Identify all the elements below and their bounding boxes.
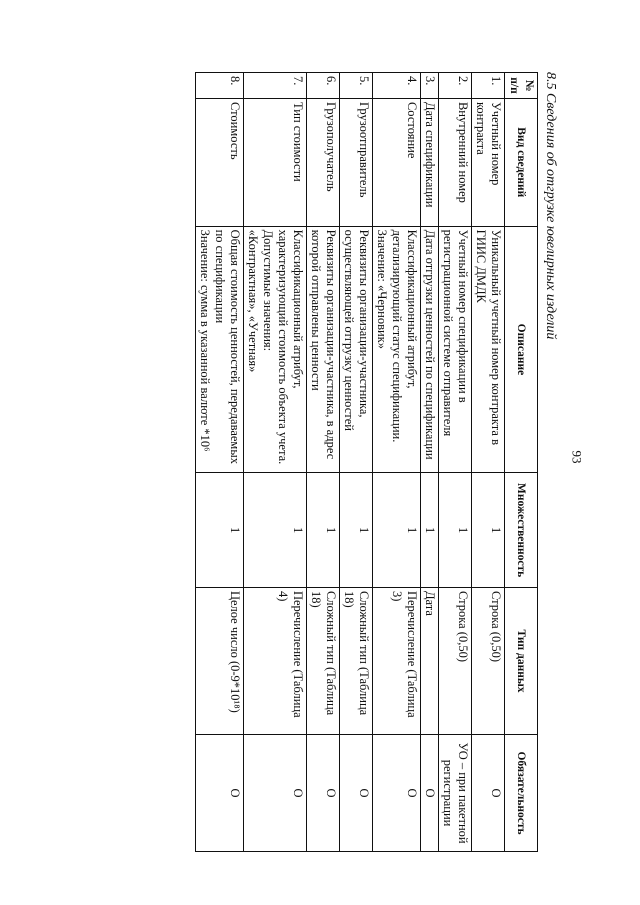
row-required: О xyxy=(307,735,340,852)
description-line: Классификационный атрибут, характеризующий стоимость объекта учета. xyxy=(276,229,305,465)
header-multiplicity: Множественность xyxy=(505,473,538,588)
row-multiplicity: 1 xyxy=(439,473,472,588)
row-number: 3. xyxy=(421,73,439,99)
row-number: 6. xyxy=(307,73,340,99)
description-line: Значение: сумма в указанной валюте *10⁶ xyxy=(198,229,212,452)
table-row xyxy=(244,73,307,852)
row-data-type: Целое число (0-9*10¹⁸) xyxy=(196,587,244,734)
row-required: О xyxy=(196,735,244,852)
section-title: 8.5 Сведения об отгрузке ювелирных изделий xyxy=(543,72,558,340)
table-row xyxy=(373,73,421,852)
row-description xyxy=(439,226,472,473)
row-kind: Учетный номер контракта xyxy=(472,98,505,226)
table-row xyxy=(340,73,373,852)
description-line: «Контрактная», «Учетная» xyxy=(246,229,260,373)
row-multiplicity: 1 xyxy=(196,473,244,588)
row-required: УО – при пакетной регистрации xyxy=(439,735,472,852)
row-data-type: Строка (0,50) xyxy=(439,587,472,734)
header-num: № п/п xyxy=(505,73,538,99)
row-number: 2. xyxy=(439,73,472,99)
description-line: Учетный номер спецификации в регистрационной системе отправителя xyxy=(441,229,470,437)
description-line: Допустимые значения: xyxy=(261,229,275,352)
row-multiplicity: 1 xyxy=(421,473,439,588)
row-description xyxy=(196,226,244,473)
row-multiplicity: 1 xyxy=(373,473,421,588)
description-line: Уникальный учетный номер контракта в ГИИС ДМДК xyxy=(474,229,503,445)
row-kind: Состояние xyxy=(373,98,421,226)
row-number: 5. xyxy=(340,73,373,99)
row-number: 7. xyxy=(244,73,307,99)
row-description xyxy=(472,226,505,473)
row-multiplicity: 1 xyxy=(307,473,340,588)
row-kind: Стоимость xyxy=(196,98,244,226)
description-line: Общая стоимость ценностей, передаваемых по спецификации xyxy=(213,229,242,464)
row-number: 8. xyxy=(196,73,244,99)
row-number: 1. xyxy=(472,73,505,99)
row-required: О xyxy=(472,735,505,852)
description-line: Значение: «Черновик» xyxy=(375,229,389,349)
header-kind: Вид сведений xyxy=(505,98,538,226)
row-data-type: Перечисление (Таблица 3) xyxy=(373,587,421,734)
header-description: Описание xyxy=(505,226,538,473)
row-data-type: Сложный тип (Таблица 18) xyxy=(340,587,373,734)
row-kind: Грузополучатель xyxy=(307,98,340,226)
row-description xyxy=(421,226,439,473)
shipment-info-table xyxy=(195,72,538,852)
description-line: Реквизиты организации-участника, осуществляющей отгрузку ценностей xyxy=(342,229,371,431)
row-data-type: Строка (0,50) xyxy=(472,587,505,734)
row-required: О xyxy=(373,735,421,852)
description-line: Классификационный атрибут, детализирующий статус спецификации. xyxy=(390,229,419,443)
row-description xyxy=(244,226,307,473)
row-description xyxy=(373,226,421,473)
table-row xyxy=(421,73,439,852)
row-multiplicity: 1 xyxy=(340,473,373,588)
description-line: Дата отгрузки ценностей по спецификации xyxy=(423,229,437,460)
row-description xyxy=(307,226,340,473)
row-data-type: Дата xyxy=(421,587,439,734)
row-required: О xyxy=(421,735,439,852)
row-multiplicity: 1 xyxy=(244,473,307,588)
page-number: 93 xyxy=(569,450,585,464)
row-kind: Тип стоимости xyxy=(244,98,307,226)
table-row xyxy=(472,73,505,852)
header-required: Обязательность xyxy=(505,735,538,852)
table-row xyxy=(439,73,472,852)
row-required: О xyxy=(340,735,373,852)
table-header-row xyxy=(505,73,538,852)
row-number: 4. xyxy=(373,73,421,99)
row-multiplicity: 1 xyxy=(472,473,505,588)
table-body xyxy=(196,73,505,852)
row-data-type: Сложный тип (Таблица 18) xyxy=(307,587,340,734)
row-kind: Дата спецификации xyxy=(421,98,439,226)
table-row xyxy=(196,73,244,852)
description-line: Реквизиты организации-участника, в адрес которой отправлены ценности xyxy=(309,229,338,460)
row-data-type: Перечисление (Таблица 4) xyxy=(244,587,307,734)
header-data-type: Тип данных xyxy=(505,587,538,734)
table-row xyxy=(307,73,340,852)
row-kind: Внутренний номер xyxy=(439,98,472,226)
row-kind: Грузоотправитель xyxy=(340,98,373,226)
rotated-page-content xyxy=(130,62,560,852)
row-required: О xyxy=(244,735,307,852)
row-description xyxy=(340,226,373,473)
